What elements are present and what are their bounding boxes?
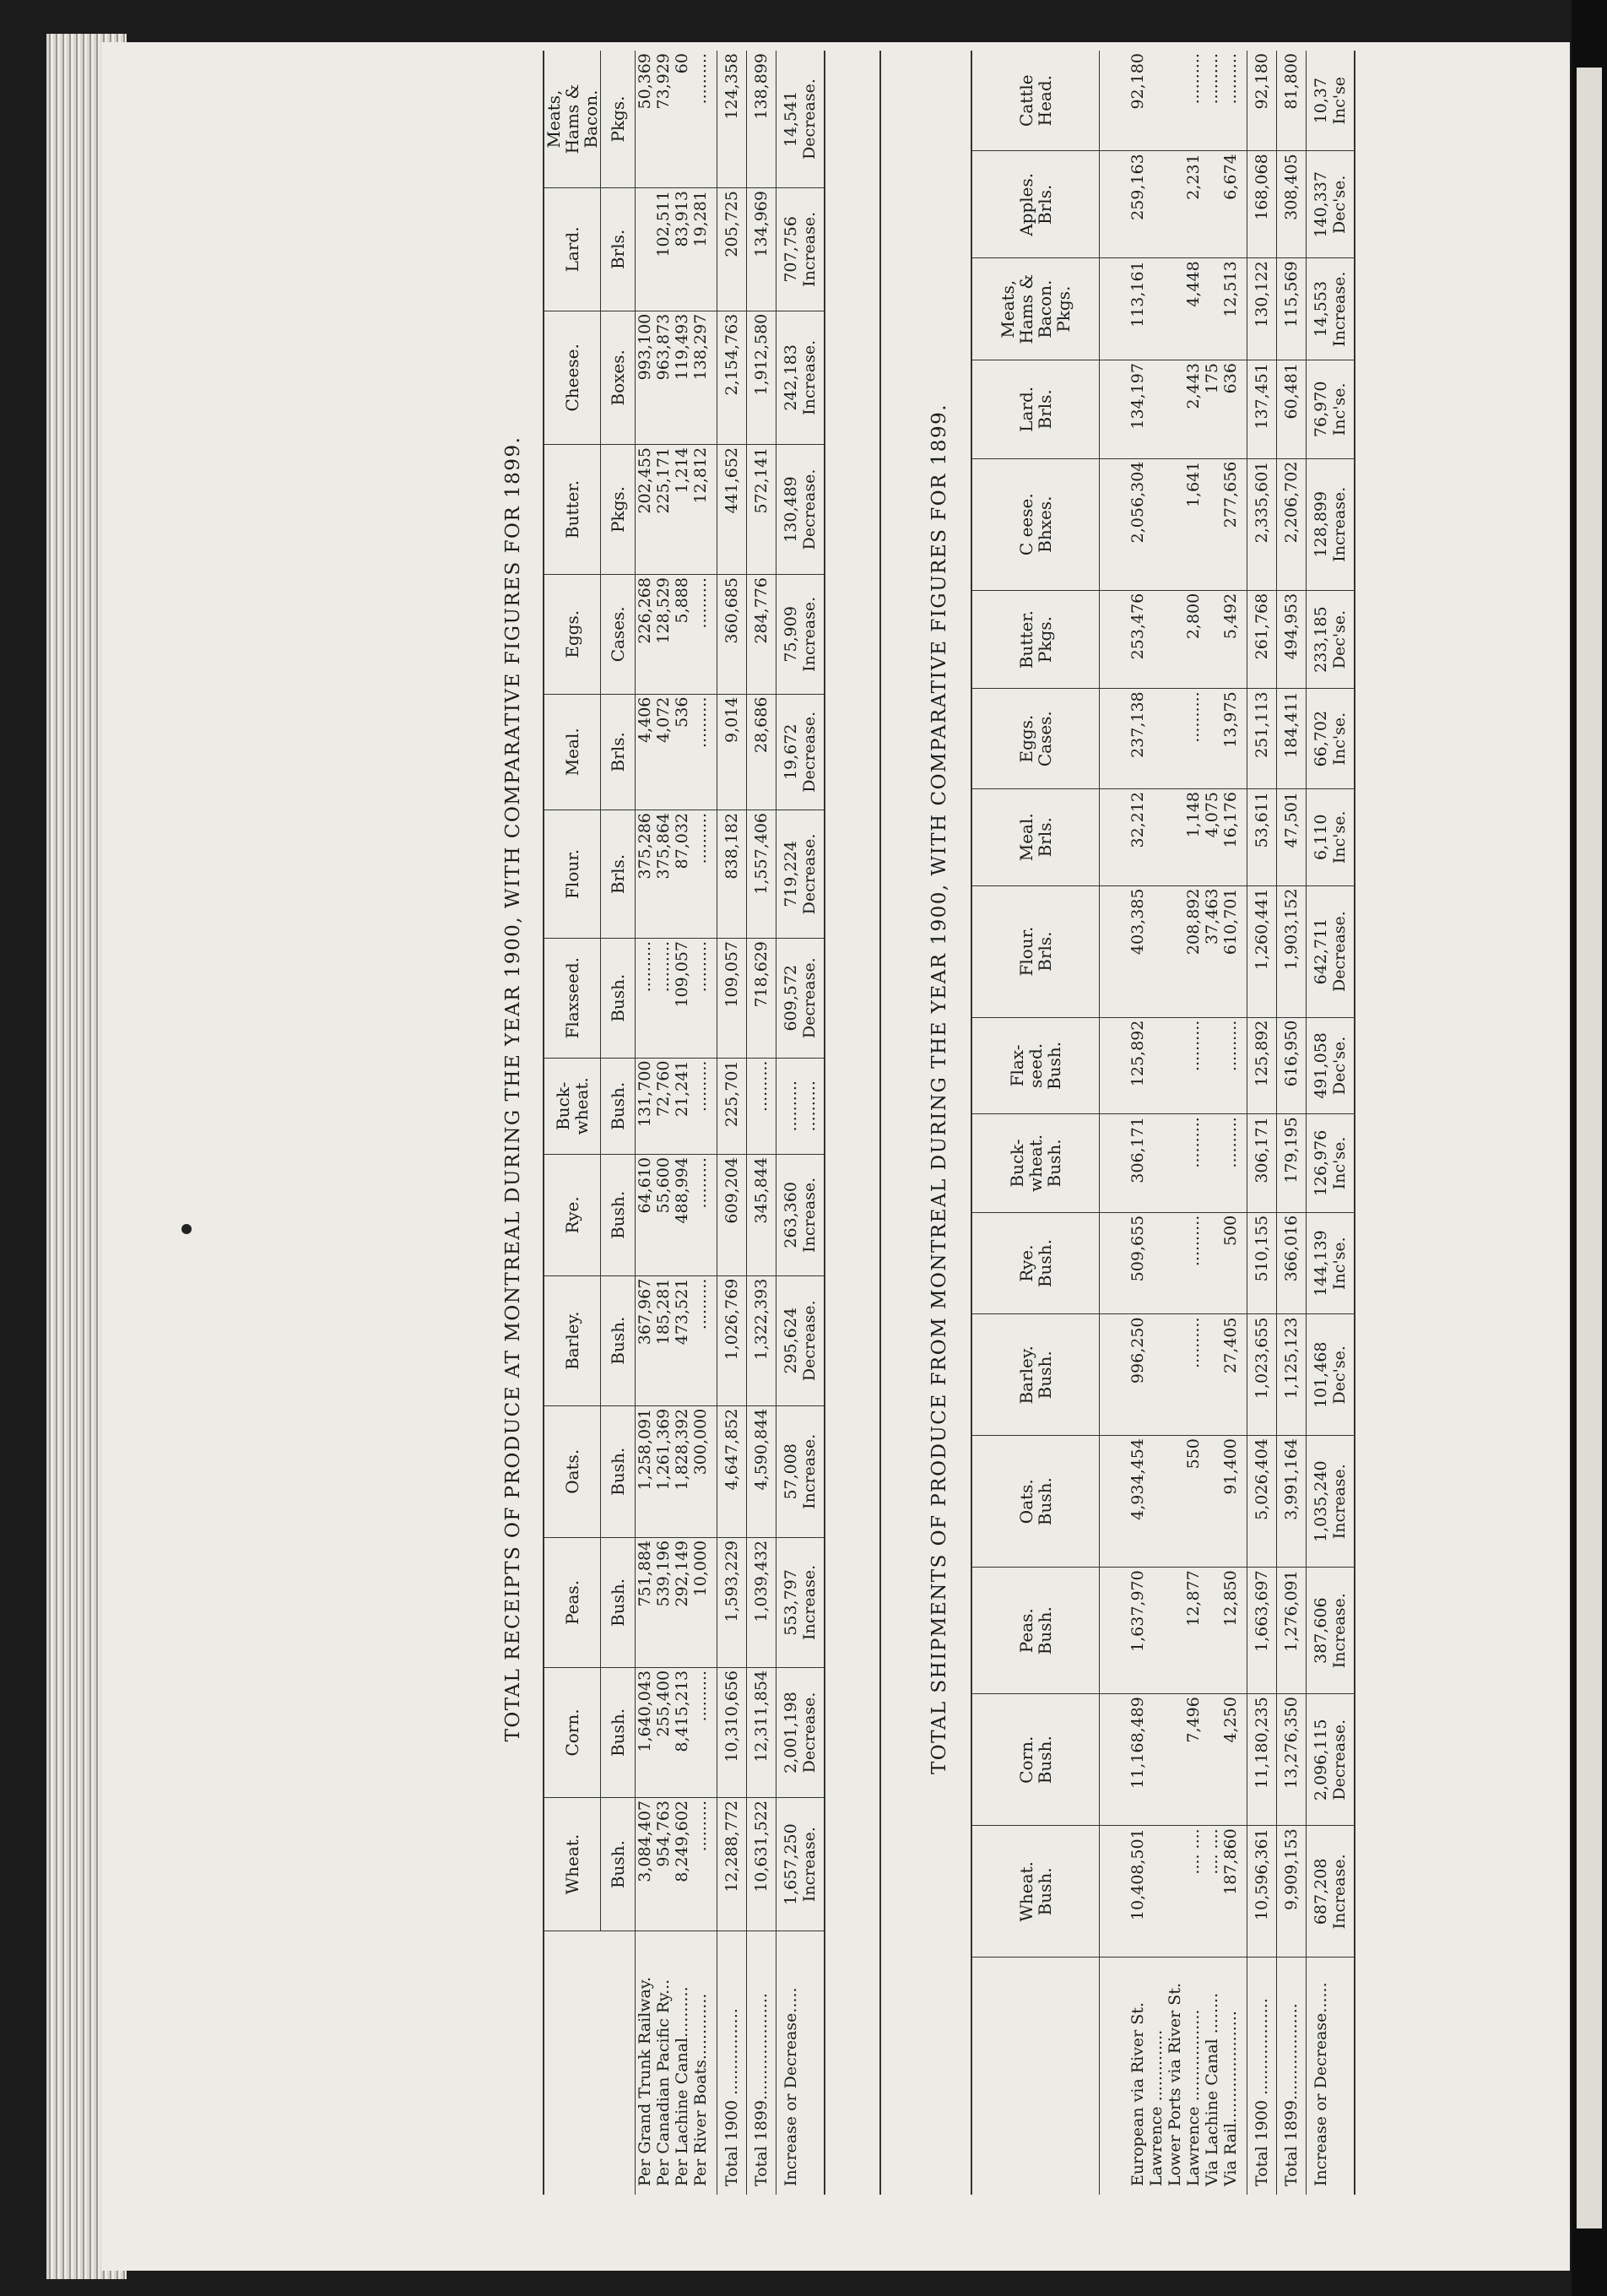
- change-amount: 2,096,115: [1312, 1719, 1330, 1801]
- total-1900-row-cell: 2,335,601: [1247, 458, 1277, 590]
- increase-decrease-cell: [776, 311, 825, 444]
- source-rows: [1128, 51, 1247, 2195]
- total-1899-row-cell: 13,276,350: [1277, 1694, 1307, 1826]
- change-direction: Decrease.: [1330, 911, 1349, 992]
- total-1899-row-cell: 1,322,393: [747, 1275, 776, 1405]
- total-1900-row-cell: 510,155: [1247, 1212, 1277, 1314]
- change-direction: Decrease.: [800, 468, 819, 550]
- spacer-cell: [1100, 51, 1129, 151]
- spacer-cell: [1100, 590, 1129, 689]
- total-1899-row-cell: 60,481: [1277, 360, 1307, 459]
- change-direction: Increase.: [800, 1177, 819, 1253]
- change-amount: 295,624: [782, 1307, 800, 1374]
- column-header: Lard. Brls.: [971, 360, 1100, 459]
- source-values-cell: 3,084,407 954,763 8,249,602 ..........: [636, 1798, 717, 1931]
- column-header-name: Eggs.: [544, 575, 601, 695]
- source-rows: [636, 51, 717, 2195]
- total-1900-row-cell: 251,113: [1247, 689, 1277, 789]
- source-values-cell: 367,967 185,281 473,521 ..........: [636, 1275, 717, 1405]
- increase-decrease-row: [776, 51, 825, 2195]
- source-values-cell: 11,168,489 7,496 4,250: [1128, 1694, 1247, 1826]
- increase-decrease-label: Increase or Decrease......: [1307, 1958, 1355, 2195]
- column-header-unit: Pkgs.: [601, 444, 636, 574]
- increase-decrease-cell: [1307, 1314, 1355, 1436]
- total-1900-row: [717, 51, 747, 2195]
- spacer-cell: [1100, 1114, 1129, 1213]
- total-1900-row-cell: 4,647,852: [717, 1405, 747, 1537]
- column-header-unit: Bush.: [601, 1405, 636, 1537]
- source-values-cell: 102,511 83,913 19,281: [636, 188, 717, 311]
- ink-blot: [181, 1224, 192, 1234]
- total-1899-row-cell: 572,141: [747, 444, 776, 574]
- source-values-cell: 4,934,454 550 91,400: [1128, 1436, 1247, 1568]
- total-1900-row-cell: 109,057: [717, 938, 747, 1058]
- total-1900-row-cell: 11,180,235: [1247, 1694, 1277, 1826]
- total-1900-row-cell: 2,154,763: [717, 311, 747, 444]
- change-direction: Inc'se.: [1330, 1136, 1349, 1190]
- total-1899-row-cell: ..........: [747, 1058, 776, 1155]
- column-header-unit: Bush.: [601, 1275, 636, 1405]
- column-header-unit: Brls.: [601, 694, 636, 810]
- column-header-unit: Pkgs.: [601, 51, 636, 188]
- spacer-cell: [1100, 1017, 1129, 1114]
- increase-decrease-cell: [1307, 1826, 1355, 1958]
- total-1900-row-cell: 441,652: [717, 444, 747, 574]
- header-blank: [544, 1931, 636, 2195]
- total-1899-row-cell: 616,950: [1277, 1017, 1307, 1114]
- source-values-cell: 92,180 .......... .......... ..........: [1128, 51, 1247, 151]
- column-header-name: Oats.: [544, 1405, 601, 1537]
- total-1899-row-cell: 4,590,844: [747, 1405, 776, 1537]
- total-1900-row-cell: 609,204: [717, 1155, 747, 1276]
- change-amount: 491,058: [1312, 1032, 1330, 1099]
- column-header: Buck- wheat. Bush.: [971, 1114, 1100, 1213]
- increase-decrease-cell: [776, 51, 825, 188]
- total-1900-row: [1247, 51, 1277, 2195]
- column-header-unit: Brls.: [601, 188, 636, 311]
- column-header-name: Butter.: [544, 444, 601, 574]
- row-label-sources: European via River St. Lawrence .............. Lower Ports via River St. Lawrence .................. Via Lachine Canal ........ Via Rail......................: [1128, 1983, 1240, 2186]
- increase-decrease-cell: [1307, 1017, 1355, 1114]
- column-header: Flour. Brls.: [971, 885, 1100, 1017]
- total-1899-row-cell: 284,776: [747, 575, 776, 695]
- total-1900-row-cell: 306,171: [1247, 1114, 1277, 1213]
- source-values-cell: 134,197 2,443 175 636: [1128, 360, 1247, 459]
- shipments-title: TOTAL SHIPMENTS OF PRODUCE FROM MONTREAL DURING THE YEAR 1900, WITH COMPARATIVE FIGURES FOR 1899.: [928, 403, 950, 1775]
- change-amount: 126,976: [1312, 1129, 1330, 1197]
- change-direction: Increase.: [800, 1827, 819, 1903]
- increase-decrease-cell: [776, 1058, 825, 1155]
- total-1900-row-cell: 1,023,655: [1247, 1314, 1277, 1436]
- change-amount: 553,797: [782, 1569, 800, 1636]
- total-1900-row-cell: 261,768: [1247, 590, 1277, 689]
- change-amount: 707,756: [782, 216, 800, 283]
- change-amount: 75,909: [782, 606, 800, 663]
- change-direction: Increase.: [800, 1433, 819, 1509]
- rotated-page-content: [430, 0, 1607, 2195]
- source-values-cell: 32,212 1,148 4,075 16,176: [1128, 789, 1247, 886]
- total-1899-row-cell: 28,686: [747, 694, 776, 810]
- total-1899-row-cell: 308,405: [1277, 151, 1307, 258]
- change-direction: Inc'se.: [1330, 1237, 1349, 1290]
- column-header-unit: Bush.: [601, 1667, 636, 1797]
- spacer-cell: [1100, 1314, 1129, 1436]
- column-header-unit: Bush.: [601, 1537, 636, 1667]
- column-header-name: Meats, Hams & Bacon.: [544, 51, 601, 188]
- column-header-unit: Cases.: [601, 575, 636, 695]
- total-1899-row-label: Total 1899.....................: [747, 1931, 776, 2195]
- total-1900-row-cell: 1,663,697: [1247, 1568, 1277, 1694]
- spacer-cell: [1100, 1436, 1129, 1568]
- source-values-cell: .......... .......... 109,057 ..........: [636, 938, 717, 1058]
- change-amount: 642,711: [1312, 918, 1330, 985]
- column-header-name: Buck- wheat.: [544, 1058, 601, 1155]
- receipts-title: TOTAL RECEIPTS OF PRODUCE AT MONTREAL DURING THE YEAR 1900, WITH COMPARATIVE FIGURES FOR 1899.: [502, 436, 524, 1742]
- total-1899-row-cell: 10,631,522: [747, 1798, 776, 1931]
- change-direction: Increase.: [800, 211, 819, 287]
- total-1899-row-cell: 1,557,406: [747, 810, 776, 939]
- increase-decrease-cell: [776, 1155, 825, 1276]
- change-direction: Increase.: [800, 596, 819, 672]
- source-values-cell: 131,700 72,760 21,241 ..........: [636, 1058, 717, 1155]
- change-direction: Inc'se: [1330, 76, 1349, 125]
- column-header: Cattle Head.: [971, 51, 1100, 151]
- total-1899-row-cell: 1,276,091: [1277, 1568, 1307, 1694]
- column-header-name: Rye.: [544, 1155, 601, 1276]
- increase-decrease-cell: [776, 575, 825, 695]
- change-direction: Dec'se.: [1330, 609, 1349, 669]
- column-header: Barley. Bush.: [971, 1314, 1100, 1436]
- increase-decrease-cell: [776, 1537, 825, 1667]
- source-values-cell: 125,892 .......... ..........: [1128, 1017, 1247, 1114]
- total-1900-row-cell: 12,288,772: [717, 1798, 747, 1931]
- source-values-cell: 113,161 4,448 12,513: [1128, 258, 1247, 360]
- change-amount: 140,337: [1312, 171, 1330, 238]
- source-values-cell: 996,250 .......... 27,405: [1128, 1314, 1247, 1436]
- change-amount: 128,899: [1312, 490, 1330, 558]
- source-values-cell: 509,655 .......... 500: [1128, 1212, 1247, 1314]
- total-1899-row-cell: 12,311,854: [747, 1667, 776, 1797]
- column-header-name: Cheese.: [544, 311, 601, 444]
- change-direction: Inc'se.: [1330, 712, 1349, 766]
- change-amount: 144,139: [1312, 1230, 1330, 1297]
- column-header-name: Lard.: [544, 188, 601, 311]
- change-amount: 242,183: [782, 344, 800, 411]
- change-direction: Dec'se.: [1330, 1346, 1349, 1405]
- change-amount: 14,541: [782, 90, 800, 148]
- change-amount: 14,553: [1312, 280, 1330, 338]
- change-direction: Increase.: [1330, 1464, 1349, 1540]
- source-values-cell: 306,171 .......... ..........: [1128, 1114, 1247, 1213]
- spacer-cell: [1100, 1958, 1129, 2195]
- column-header: Wheat. Bush.: [971, 1826, 1100, 1958]
- total-1900-row-cell: 92,180: [1247, 51, 1277, 151]
- total-1900-row-cell: 360,685: [717, 575, 747, 695]
- total-1899-row-cell: 9,909,153: [1277, 1826, 1307, 1958]
- source-values-cell: 375,286 375,864 87,032 ..........: [636, 810, 717, 939]
- total-1900-row-cell: 1,026,769: [717, 1275, 747, 1405]
- source-values-cell: 4,406 4,072 536 ..........: [636, 694, 717, 810]
- increase-decrease-cell: [776, 1275, 825, 1405]
- change-direction: Increase.: [1330, 1593, 1349, 1669]
- spacer-cell: [1100, 360, 1129, 459]
- total-1900-row-label: Total 1900 ...................: [1247, 1958, 1277, 2195]
- column-header: Corn. Bush.: [971, 1694, 1100, 1826]
- total-1899-row-cell: 366,016: [1277, 1212, 1307, 1314]
- increase-decrease-cell: [776, 1667, 825, 1797]
- shipments-table: [971, 51, 1355, 2195]
- column-header-unit: Bush.: [601, 938, 636, 1058]
- source-values-cell: 259,163 2,231 6,674: [1128, 151, 1247, 258]
- change-amount: 233,185: [1312, 606, 1330, 673]
- change-amount: ..........: [782, 1080, 800, 1132]
- total-1900-row-cell: 205,725: [717, 188, 747, 311]
- total-1899-row-cell: 494,953: [1277, 590, 1307, 689]
- total-1899-row-cell: 718,629: [747, 938, 776, 1058]
- total-1900-row-cell: 130,122: [1247, 258, 1277, 360]
- change-direction: Increase.: [1330, 1854, 1349, 1930]
- increase-decrease-cell: [1307, 689, 1355, 789]
- total-1900-row-cell: 10,596,361: [1247, 1826, 1277, 1958]
- change-amount: 609,572: [782, 964, 800, 1032]
- change-amount: 76,970: [1312, 381, 1330, 438]
- increase-decrease-cell: [776, 188, 825, 311]
- increase-decrease-cell: [1307, 258, 1355, 360]
- change-direction: Inc'se.: [1330, 382, 1349, 436]
- receipts-table: [543, 51, 825, 2195]
- increase-decrease-cell: [776, 1798, 825, 1931]
- source-values-cell: 1,637,970 12,877 12,850: [1128, 1568, 1247, 1694]
- increase-decrease-cell: [1307, 1114, 1355, 1213]
- source-values-cell: 1,640,043 255,400 8,415,213 ..........: [636, 1667, 717, 1797]
- source-values-cell: 253,476 2,800 5,492: [1128, 590, 1247, 689]
- column-header-unit: Bush.: [601, 1058, 636, 1155]
- increase-decrease-cell: [1307, 151, 1355, 258]
- total-1899-row-cell: 47,501: [1277, 789, 1307, 886]
- column-header-name: Barley.: [544, 1275, 601, 1405]
- section-divider: [879, 51, 881, 2195]
- source-values-cell: 2,056,304 1,641 277,656: [1128, 458, 1247, 590]
- change-direction: Inc'se.: [1330, 810, 1349, 864]
- change-amount: 10,37: [1312, 77, 1330, 124]
- change-amount: 57,008: [782, 1443, 800, 1500]
- increase-decrease-cell: [776, 444, 825, 574]
- spacer-cell: [1100, 258, 1129, 360]
- source-values-cell: 993,100 963,873 119,493 138,297: [636, 311, 717, 444]
- column-header: Eggs. Cases.: [971, 689, 1100, 789]
- change-amount: 6,110: [1312, 814, 1330, 860]
- total-1899-row-cell: 184,411: [1277, 689, 1307, 789]
- column-header: Rye. Bush.: [971, 1212, 1100, 1314]
- total-1899-row-cell: 138,899: [747, 51, 776, 188]
- total-1899-row-cell: 2,206,702: [1277, 458, 1307, 590]
- column-header: C eese. Bhxes.: [971, 458, 1100, 590]
- spacer-cell: [1100, 1212, 1129, 1314]
- column-header: Butter. Pkgs.: [971, 590, 1100, 689]
- increase-decrease-cell: [776, 1405, 825, 1537]
- change-direction: Dec'se.: [1330, 1036, 1349, 1096]
- increase-decrease-label: Increase or Decrease.....: [776, 1931, 825, 2195]
- column-header-name: Peas.: [544, 1537, 601, 1667]
- increase-decrease-cell: [1307, 1212, 1355, 1314]
- change-amount: 387,606: [1312, 1597, 1330, 1664]
- increase-decrease-cell: [776, 694, 825, 810]
- increase-decrease-row: [1307, 51, 1355, 2195]
- increase-decrease-cell: [1307, 1436, 1355, 1568]
- total-1899-row-label: Total 1899...................: [1277, 1958, 1307, 2195]
- increase-decrease-cell: [776, 938, 825, 1058]
- change-amount: 719,224: [782, 841, 800, 907]
- total-1900-row-cell: 838,182: [717, 810, 747, 939]
- total-1899-row-cell: 134,969: [747, 188, 776, 311]
- total-1900-row-cell: 1,260,441: [1247, 885, 1277, 1017]
- column-header-name: Meal.: [544, 694, 601, 810]
- increase-decrease-cell: [1307, 1568, 1355, 1694]
- total-1899-row: [1277, 51, 1307, 2195]
- column-header-name: Wheat.: [544, 1798, 601, 1931]
- change-amount: 1,657,250: [782, 1823, 800, 1905]
- increase-decrease-cell: [1307, 590, 1355, 689]
- change-direction: Decrease.: [800, 1692, 819, 1773]
- spacer-cell: [1100, 789, 1129, 886]
- total-1900-row-cell: 53,611: [1247, 789, 1277, 886]
- total-1900-row-label: Total 1900 .................: [717, 1931, 747, 2195]
- total-1899-row: [747, 51, 776, 2195]
- source-values-cell: 751,884 539,196 292,149 10,000: [636, 1537, 717, 1667]
- source-values-cell: 50,369 73,929 60 ..........: [636, 51, 717, 188]
- increase-decrease-cell: [1307, 360, 1355, 459]
- change-direction: Decrease.: [800, 79, 819, 160]
- total-1900-row-cell: 225,701: [717, 1058, 747, 1155]
- change-direction: ..........: [800, 1080, 819, 1132]
- change-direction: Increase.: [1330, 271, 1349, 347]
- total-1899-row-cell: 81,800: [1277, 51, 1307, 151]
- source-values-cell: 202,455 225,171 1,214 12,812: [636, 444, 717, 574]
- column-header-unit: Boxes.: [601, 311, 636, 444]
- change-direction: Increase.: [800, 1564, 819, 1640]
- change-direction: Decrease.: [800, 957, 819, 1039]
- increase-decrease-cell: [1307, 51, 1355, 151]
- total-1899-row-cell: 3,991,164: [1277, 1436, 1307, 1568]
- total-1899-row-cell: 1,912,580: [747, 311, 776, 444]
- total-1900-row-cell: 9,014: [717, 694, 747, 810]
- column-header-name: Flaxseed.: [544, 938, 601, 1058]
- increase-decrease-cell: [776, 810, 825, 939]
- spacer-cell: [1100, 1826, 1129, 1958]
- row-label-sources: Per Grand Trunk Railway. Per Canadian Pacific Ry... Per Lachine Canal.......... Per River Boats.............: [636, 1976, 710, 2186]
- total-1899-row-cell: 345,844: [747, 1155, 776, 1276]
- change-amount: 687,208: [1312, 1858, 1330, 1925]
- source-values-cell: 237,138 .......... 13,975: [1128, 689, 1247, 789]
- source-values-cell: 10,408,501 .... .... .... .... 187,860: [1128, 1826, 1247, 1958]
- total-1900-row-cell: 168,068: [1247, 151, 1277, 258]
- change-amount: 2,001,198: [782, 1692, 800, 1773]
- change-amount: 101,468: [1312, 1341, 1330, 1409]
- increase-decrease-cell: [1307, 885, 1355, 1017]
- column-header-name: Flour.: [544, 810, 601, 939]
- column-header-name: Corn.: [544, 1667, 601, 1797]
- change-direction: Increase.: [1330, 486, 1349, 562]
- spacer-cell: [1100, 885, 1129, 1017]
- header-blank: [971, 1958, 1100, 2195]
- total-1900-row-cell: 137,451: [1247, 360, 1277, 459]
- column-header: Oats. Bush.: [971, 1436, 1100, 1568]
- change-direction: Decrease.: [1330, 1719, 1349, 1801]
- source-values-cell: 403,385 208,892 37,463 610,701: [1128, 885, 1247, 1017]
- column-header: Peas. Bush.: [971, 1568, 1100, 1694]
- column-header-unit: Bush.: [601, 1798, 636, 1931]
- change-direction: Increase.: [800, 339, 819, 415]
- change-amount: 263,360: [782, 1182, 800, 1248]
- spacer-cell: [1100, 1568, 1129, 1694]
- spacer-cell: [1100, 458, 1129, 590]
- total-1899-row-cell: 1,039,432: [747, 1537, 776, 1667]
- increase-decrease-cell: [1307, 1694, 1355, 1826]
- total-1899-row-cell: 1,903,152: [1277, 885, 1307, 1017]
- change-amount: 66,702: [1312, 710, 1330, 767]
- total-1900-row-cell: 124,358: [717, 51, 747, 188]
- total-1899-row-cell: 1,125,123: [1277, 1314, 1307, 1436]
- increase-decrease-cell: [1307, 458, 1355, 590]
- column-header: Meal. Brls.: [971, 789, 1100, 886]
- source-values-cell: 1,258,091 1,261,369 1,828,392 300,000: [636, 1405, 717, 1537]
- change-amount: 19,672: [782, 723, 800, 781]
- column-header: Apples. Brls.: [971, 151, 1100, 258]
- column-header: Flax- seed. Bush.: [971, 1017, 1100, 1114]
- total-1900-row-cell: 125,892: [1247, 1017, 1277, 1114]
- source-values-cell: 64,610 55,600 488,994 ..........: [636, 1155, 717, 1276]
- change-direction: Decrease.: [800, 711, 819, 793]
- increase-decrease-cell: [1307, 789, 1355, 886]
- change-direction: Dec'se.: [1330, 175, 1349, 234]
- source-values-cell: 226,268 128,529 5,888 ..........: [636, 575, 717, 695]
- column-header-unit: Brls.: [601, 810, 636, 939]
- total-1899-row-cell: 115,569: [1277, 258, 1307, 360]
- change-direction: Decrease.: [800, 1300, 819, 1382]
- total-1899-row-cell: 179,195: [1277, 1114, 1307, 1213]
- total-1900-row-cell: 5,026,404: [1247, 1436, 1277, 1568]
- column-header-unit: Bush.: [601, 1155, 636, 1276]
- total-1900-row-cell: 1,593,229: [717, 1537, 747, 1667]
- change-amount: 1,035,240: [1312, 1460, 1330, 1543]
- change-amount: 130,489: [782, 476, 800, 543]
- spacer-cell: [1100, 689, 1129, 789]
- total-1900-row-cell: 10,310,656: [717, 1667, 747, 1797]
- spacer-cell: [1100, 1694, 1129, 1826]
- column-header: Meats, Hams & Bacon. Pkgs.: [971, 258, 1100, 360]
- change-direction: Decrease.: [800, 833, 819, 915]
- spacer-cell: [1100, 151, 1129, 258]
